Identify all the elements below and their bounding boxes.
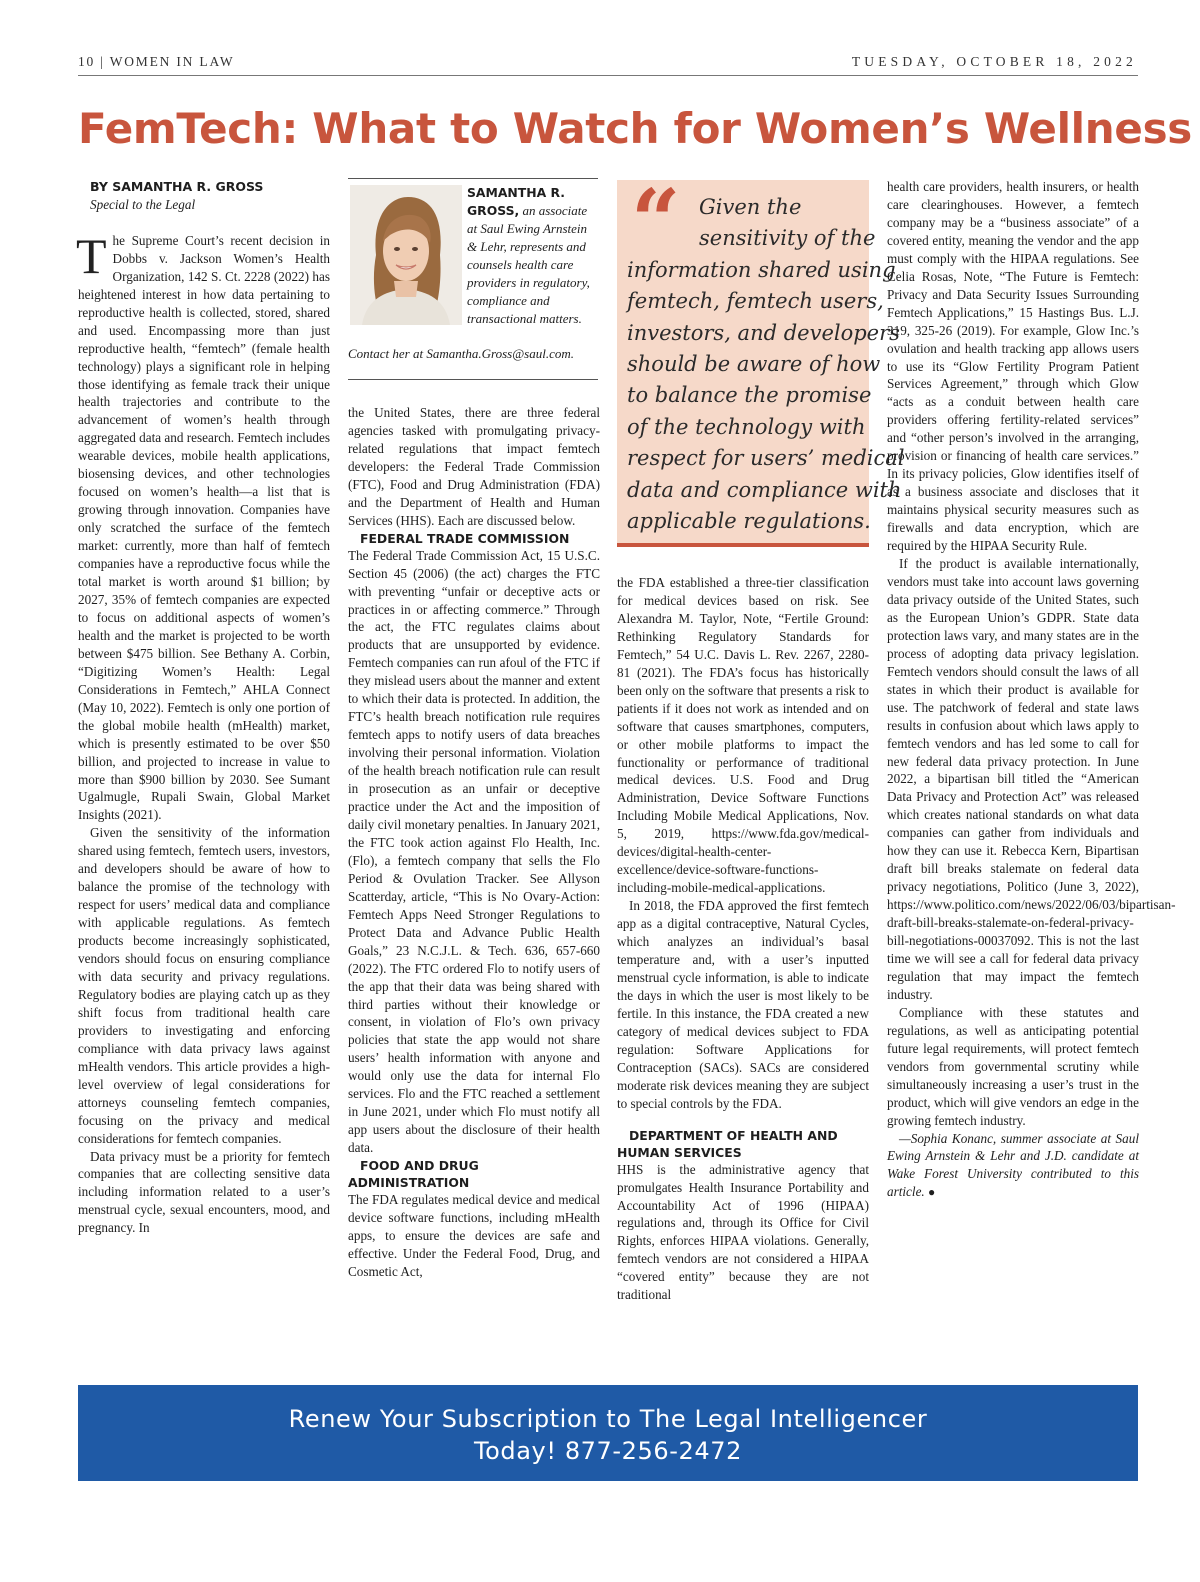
banner-line-1: Renew Your Subscription to The Legal Intelligencer [288,1405,928,1433]
pull-quote-line: applicable regulations. [627,509,871,534]
pull-quote-line: to balance the promise [627,383,872,408]
byline-subtitle: Special to the Legal [90,196,196,212]
pull-quote [617,171,905,543]
contributor-signature: —Sophia Konanc, summer associate at Saul Ewing Arnstein & Lehr and J.D. candidate at Wake Forest University contributed to this article. [887,1130,1139,1200]
article-column-2 [348,404,600,1281]
article-column-1 [78,178,330,1237]
body-paragraph: If the product is available internationally, vendors must take into account laws governing data privacy outside of the United States, such as the European Union’s GDPR. State data protection laws vary, and many states are in the process of adopting data privacy legislation. Femtech vendors should consult the laws of all states in which their product is available for use. The patchwork of federal and state laws results in confusion about which laws apply to femtech vendors and has led some to call for new federal data privacy protection. In June 2022, a bipartisan bill titled the “American Data Privacy and Protection Act” was released which creates national standards on what data companies can gather from individuals and how they can use it. Rebecca Kern, Bipartisan draft bill breaks stalemate on federal data privacy negotiations, Politico (June 3, 2022), https://www.politico.com/news/2022/06/03/bipartisan-draft-bill-breaks-stalemate-on-federal-privacy-bill-negotiations-00037092. This is not the last time we will see a call for federal data privacy regulation that may impact the femtech industry. [887,556,1176,1002]
pull-quote-text [627,192,905,537]
author-bio [348,178,598,361]
author-portrait-illustration [350,185,462,325]
subscription-banner[interactable] [78,1385,1138,1481]
body-paragraph: In 2018, the FDA approved the first femtech app as a digital contraceptive, Natural Cycles, which analyzes an individual’s basal temperature and, with a user’s inputted menstrual cycle information, is able to indicate the days in which the user is most likely to be fertile. In this instance, the FDA created a new category of medical devices subject to FDA regulation: Software Applications for Contraception (SACs). SACs are considered moderate risk devices meaning they are subject to special controls by the FDA. [617,898,869,1111]
end-mark-icon: ● [928,1185,936,1200]
author-contact: Contact her at Samantha.Gross@saul.com. [348,346,574,361]
page-section-label: 10 | WOMEN IN LAW [78,54,235,69]
pull-quote-line: Given the [699,195,802,219]
issue-date: TUESDAY, OCTOBER 18, 2022 [851,54,1137,69]
pull-quote-line: information shared using [627,257,896,282]
body-paragraph: Given the sensitivity of the information shared using femtech, femtech users, investors, and developers should be aware of how to balance the promise of the technology with respect for users’ medical data and compliance with applicable regulations. As femtech products become increasingly sophisticated, vendors should focus on ensuring compliance with data security and privacy regulations. Regulatory bodies are playing catch up as they shift focus from traditional health care providers to investigating and enforcing compliance with data privacy laws against mHealth vendors. This article provides a high-level overview of legal considerations for attorneys counseling femtech companies, focusing on the privacy and medical considerations for femtech companies. [78,825,330,1146]
article-column-3 [617,574,869,1304]
pull-quote-line: respect for users’ medical [627,446,905,471]
body-paragraph: health care providers, health insurers, or health care clearinghouses. However, a femtech company may be a “business associate” of a covered entity, meaning the vendor and the app must comply with the HIPAA regulations. See Celia Rosas, Note, “The Future is Femtech: Privacy and Data Security Issues Surrounding Femtech Applications,” 15 Hastings Bus. L.J. 319, 325-26 (2019). For example, Glow Inc.’s ovulation and health tracking app allows users to use its “Glow Fertility Program Patient Services Agreement,” through which Glow “acts as a conduit between health care providers offering fertility-related services” and “other person’s involved in the arranging, provision or financing of health care services.” In its privacy policies, Glow identifies itself of as a business associate and discloses that it maintains physical security measures such as firewalls and data encryption, which are required by the HIPAA Security Rule. [887,179,1139,554]
pull-quote-line: should be aware of how [627,352,881,377]
author-description: an associate at Saul Ewing Arnstein & Lehr, represents and counsels health care providers in regulatory, compliance and transactional matters. [467,202,590,326]
drop-cap: T [76,227,107,284]
body-paragraph: HHS is the administrative agency that promulgates Health Insurance Portability and Accountability Act of 1996 (HIPAA) regulations and, through its Office for Civil Rights, enforces HIPAA violations. Generally, femtech vendors are not considered a HIPAA “covered entity” because they are not traditional [617,1161,869,1303]
banner-line-2: Today! 877-256-2472 [473,1437,743,1465]
author-name: SAMANTHA R. GROSS, [467,185,566,218]
author-photo [350,185,462,325]
pull-quote-line: sensitivity of the [699,226,876,251]
section-heading-hhs: DEPARTMENT OF HEALTH AND HUMAN SERVICES [617,1127,838,1160]
quote-mark-icon: “ [631,171,681,272]
body-paragraph: Data privacy must be a priority for femtech companies that are collecting sensitive data including information related to a user’s menstrual cycle, sexual encounters, mood, and pregnancy. In [78,1148,330,1236]
body-paragraph: Compliance with these statutes and regulations, as well as anticipating potential future legal requirements, will protect femtech vendors from governmental scrutiny while simultaneously increasing a user’s trust in the product, which will give vendors an edge in the growing femtech industry. [887,1004,1139,1128]
header-rule [78,75,1138,76]
body-text: he Supreme Court’s recent decision in Dobbs v. Jackson Women’s Health Organization, 142 S. Ct. 2228 (2022) has heightened interest in how data pertaining to reproductive health is collected, stored, shared and used. Encompassing more than just reproductive health, “femtech” (female health technology) plays a significant role in helping those identifying as female track their unique health trajectories and contribute to the advancement of women’s health through aggregated data and research. Femtech includes wearable devices, mobile health applications, biosensing devices, and other technologies focused on women’s health—a list that is growing through innovation. Companies have only scratched the surface of the femtech market: currently, more than half of femtech companies have a reproductive focus while the total market is worth around $1 billion; by 2027, 35% of femtech companies are expected to focus on additional aspects of women’s health and the market is projected to be worth between $475 billion. See Bethany A. Corbin, “Digitizing Women’s Health: Legal Considerations in Femtech,” AHLA Connect (May 10, 2022). Femtech is only one portion of the global mobile health (mHealth) market, which is presently estimated to be over $50 billion, and projected to increase in value to more than $900 billion by 2030. See Sumant Ugalmugle, Rupali Swain, Global Market Insights (2021). [78,232,330,823]
bio-text [467,184,600,328]
bio-top-rule [348,178,598,179]
bio-bottom-rule [348,379,598,380]
contributor-note [887,1130,1139,1203]
section-heading-ftc: FEDERAL TRADE COMMISSION [360,530,570,546]
pull-quote-line: investors, and developers [627,320,900,345]
body-paragraph: the United States, there are three federal agencies tasked with promulgating privacy-related regulations that impact femtech developers: the Federal Trade Commission (FTC), Food and Drug Administration (FDA) and the Department of Health and Human Services (HHS). Each are discussed below. [348,405,600,528]
body-paragraph: the FDA established a three-tier classification for medical devices based on risk. See Alexandra M. Taylor, Note, “Fertile Ground: Rethinking Regulatory Standards for Femtech,” 54 U.C. Davis L. Rev. 2267, 2280-81 (2021). The FDA’s focus has historically been only on the software that presents a risk to patients if it does not work as intended and on software that causes smartphones, computers, or other mobile platforms to impact the functionality or performance of traditional medical devices. U.S. Food and Drug Administration, Device Software Functions Including Mobile Medical Applications, Nov. 5, 2019, https://www.fda.gov/medical-devices/digital-health-center-excellence/device-software-functions-including-mobile-medical-applications. [617,575,869,896]
pull-quote-line: femtech, femtech users, [627,289,884,314]
byline: BY SAMANTHA R. GROSS [90,179,264,194]
body-paragraph [76,227,330,824]
pull-quote-line: data and compliance with [627,477,902,502]
article-column-4 [887,178,1176,1202]
article-headline: FemTech: What to Watch for Women’s Wellness [78,104,1192,153]
pull-quote-rule [617,543,869,547]
pull-quote-line: of the technology with [627,414,866,439]
section-heading-fda: FOOD AND DRUG ADMINISTRATION [348,1158,479,1191]
body-paragraph: The Federal Trade Commission Act, 15 U.S.C. Section 45 (2006) (the act) charges the FTC with preventing “unfair or deceptive acts or practices in or affecting commerce.” Through the act, the FTC regulates claims about products that are unsupported by evidence. Femtech companies can run afoul of the FTC if they mislead users about the manner and extent to which their data is protected. In addition, the FTC’s health breach notification rule requires femtech apps to notify users of data breaches involving their personal information. Violation of the health breach notification rule can result in prosecution as an unfair or deceptive practice under the Act and the imposition of daily civil monetary penalties. In January 2021, the FTC took action against Flo Health, Inc. (Flo), a femtech company that sells the Flo Period & Ovulation Tracker. See Allyson Scatterday, article, “This is No Ovary-Action: Femtech Apps Need Stronger Regulations to Protect Data and Advance Public Health Goals,” 23 N.C.J.L. & Tech. 636, 657-660 (2022). The FTC ordered Flo to notify users of the app that their data was being shared with third parties without their knowledge or consent, in violation of Flo’s own privacy policies that state the app would not share users’ health information with anyone and would only use the data for internal Flo services. Flo and the FTC reached a settlement in June 2021, under which Flo must notify all app users about the disclosure of their health data. [348,547,600,1156]
body-paragraph: The FDA regulates medical device and medical device software functions, including mHealth apps, to ensure the devices are safe and effective. Under the Federal Food, Drug, and Cosmetic Act, [348,1192,600,1279]
